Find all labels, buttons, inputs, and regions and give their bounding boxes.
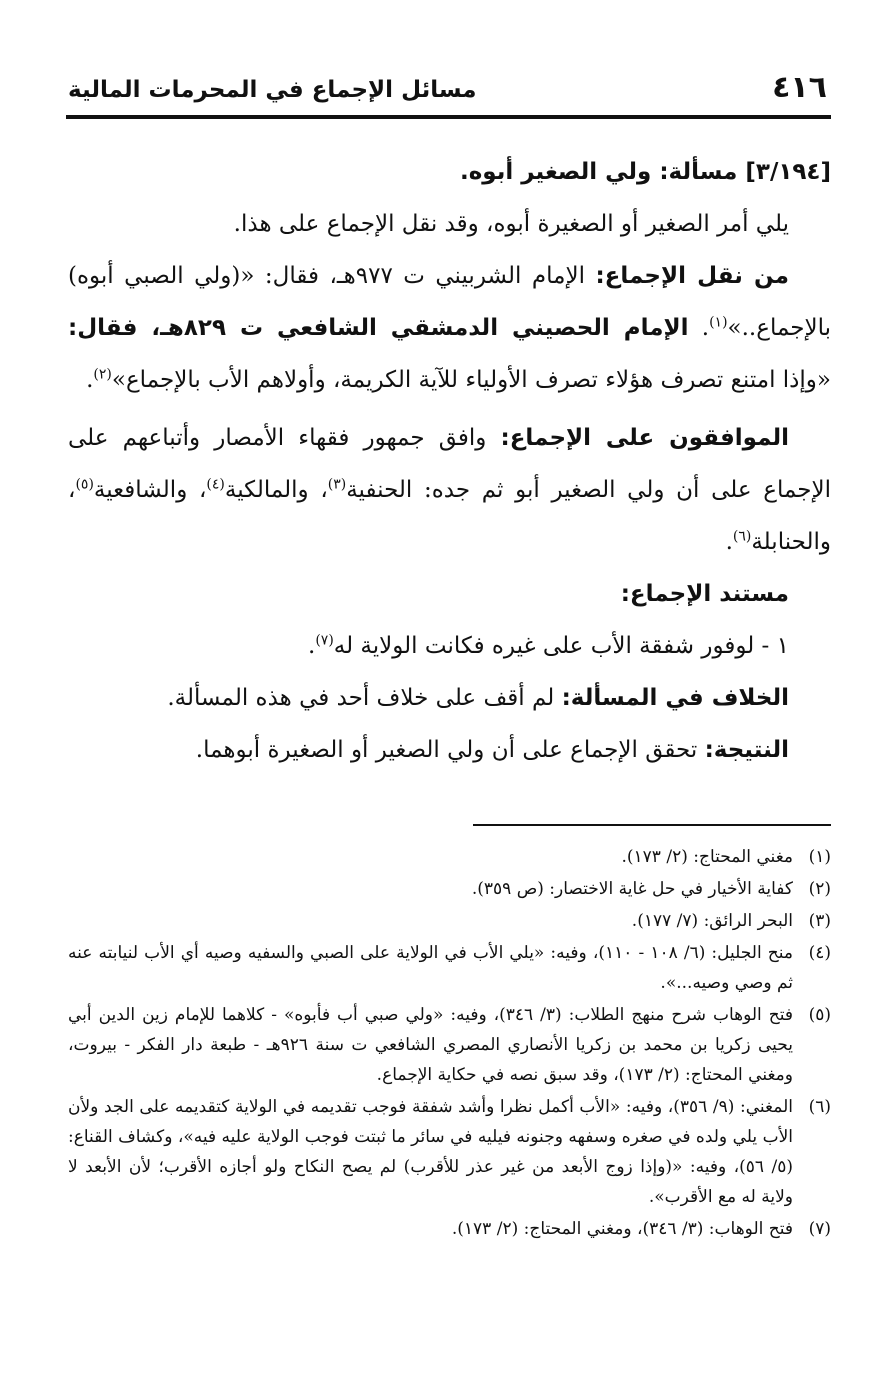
footnote-text: البحر الرائق: (٧/ ١٧٧). bbox=[631, 911, 793, 931]
footnote-number: (١) bbox=[808, 847, 831, 867]
hanbalis-text: ، والحنابلة bbox=[68, 477, 831, 555]
footnote bbox=[68, 874, 831, 904]
disagreement-text: لم أقف على خلاف أحد في هذه المسألة. bbox=[167, 685, 562, 711]
hisni-label: الإمام الحصيني الدمشقي الشافعي ت ٨٢٩هـ، فقال: bbox=[68, 315, 689, 341]
consensus-basis-heading bbox=[68, 568, 831, 620]
footnote-number: (٣) bbox=[808, 911, 831, 931]
issue-statement: يلي أمر الصغير أو الصغيرة أبوه، وقد نقل الإجماع على هذا. bbox=[233, 211, 789, 237]
footnote-text: كفاية الأخيار في حل غاية الاختصار: (ص ٣٥٩). bbox=[471, 879, 793, 899]
footnote-ref-6: (٦) bbox=[732, 528, 752, 545]
footnote-text: منح الجليل: (٦/ ١٠٨ - ١١٠)، وفيه: «يلي الأب في الولاية على الصبي والسفيه وصيه أي الأب لنيابته عنه ثم وصي وصيه...». bbox=[68, 943, 793, 993]
result-text: تحقق الإجماع على أن ولي الصغير أو الصغيرة أبوهما. bbox=[195, 737, 705, 763]
consensus-basis-label: مستند الإجماع: bbox=[620, 581, 789, 607]
basis-text: ١ - لوفور شفقة الأب على غيره فكانت الولاية له bbox=[333, 633, 789, 659]
consensus-basis-item bbox=[68, 620, 831, 672]
quote-sherbini: الإمام الشربيني ت ٩٧٧هـ، فقال: «(ولي الصبي أبوه) بالإجماع..» bbox=[68, 263, 831, 341]
footnote-number: (٤) bbox=[808, 943, 831, 963]
agreeing-scholars-paragraph bbox=[68, 412, 831, 568]
footnote-text: المغني: (٩/ ٣٥٦)، وفيه: «الأب أكمل نظرا وأشد شفقة فوجب تقديمه في الولاية كتقديمه على الجد ولأن الأب يلي ولده في صغره وسفهه وجنونه فيليه في سائر ما ثبتت فوجب الولاية عليه فيه»، وكشاف القناع: (٥/ ٥٦)، وفيه: «(وإذا زوج الأبعد من غير عذر للأقرب) لم يصح النكاح ولو أجازه الأقرب؛ لأن الأبعد لا ولاية له مع الأقرب». bbox=[68, 1097, 793, 1207]
footnote-number: (٥) bbox=[808, 1005, 831, 1025]
disagreement-paragraph bbox=[68, 672, 831, 724]
footnote-ref-2: (٢) bbox=[93, 366, 112, 383]
shafiis-text: ، والشافعية bbox=[93, 477, 207, 503]
separator: . bbox=[688, 315, 710, 341]
footnote-ref-7: (٧) bbox=[315, 632, 334, 649]
footnote-ref-3: (٣) bbox=[327, 476, 347, 493]
footnote bbox=[68, 1092, 831, 1212]
issue-heading bbox=[68, 146, 831, 198]
footnote-text: فتح الوهاب شرح منهج الطلاب: (٣/ ٣٤٦)، وفيه: «ولي صبي أب فأبوه» - كلاهما للإمام زين الدين أبي يحيى زكريا بن محمد بن زكريا الأنصاري المصري الشافعي ت سنة ٩٢٦هـ - طبعة دار الفكر - بيروت، ومغني المحتاج: (٢/ ١٧٣)، وقد سبق نصه في حكاية الإجماع. bbox=[68, 1005, 794, 1085]
consensus-transmitters-paragraph bbox=[68, 250, 831, 406]
footnotes bbox=[68, 842, 831, 1246]
footnote-text: فتح الوهاب: (٣/ ٣٤٦)، ومغني المحتاج: (٢/ ١٧٣). bbox=[451, 1219, 793, 1239]
result-paragraph bbox=[68, 724, 831, 776]
agreeing-scholars-label: الموافقون على الإجماع: bbox=[500, 425, 790, 451]
running-title: مسائل الإجماع في المحرمات المالية bbox=[68, 77, 477, 103]
footnote-separator bbox=[473, 824, 831, 826]
footnote bbox=[68, 1214, 831, 1244]
header-rule bbox=[66, 115, 831, 119]
footnote bbox=[68, 938, 831, 998]
page-header bbox=[68, 70, 827, 112]
page-number: ٤١٦ bbox=[772, 70, 827, 105]
agreeing-text: وافق جمهور فقهاء الأمصار وأتباعهم على الإجماع على أن ولي الصغير أبو ثم جده: الحنفية bbox=[68, 425, 831, 503]
issue-heading-text: [٣/١٩٤] مسألة: ولي الصغير أبوه. bbox=[459, 159, 831, 185]
footnote bbox=[68, 906, 831, 936]
period: . bbox=[308, 633, 316, 659]
result-label: النتيجة: bbox=[704, 737, 789, 763]
period: . bbox=[86, 367, 94, 393]
footnote-ref-1: (١) bbox=[709, 314, 728, 331]
footnote-ref-4: (٤) bbox=[206, 476, 225, 493]
footnote-number: (٧) bbox=[808, 1219, 831, 1239]
consensus-transmitters-label: من نقل الإجماع: bbox=[595, 263, 789, 289]
footnote-ref-5: (٥) bbox=[75, 476, 94, 493]
footnote-number: (٢) bbox=[808, 879, 831, 899]
main-text bbox=[68, 146, 831, 776]
disagreement-label: الخلاف في المسألة: bbox=[561, 685, 789, 711]
period: . bbox=[725, 529, 733, 555]
footnote bbox=[68, 1000, 831, 1090]
quote-hisni: «وإذا امتنع تصرف هؤلاء تصرف الأولياء للآية الكريمة، وأولاهم الأب بالإجماع» bbox=[111, 367, 831, 393]
footnote-number: (٦) bbox=[808, 1097, 831, 1117]
footnote-text: مغني المحتاج: (٢/ ١٧٣). bbox=[621, 847, 793, 867]
malikis-text: ، والمالكية bbox=[224, 477, 328, 503]
footnote bbox=[68, 842, 831, 872]
